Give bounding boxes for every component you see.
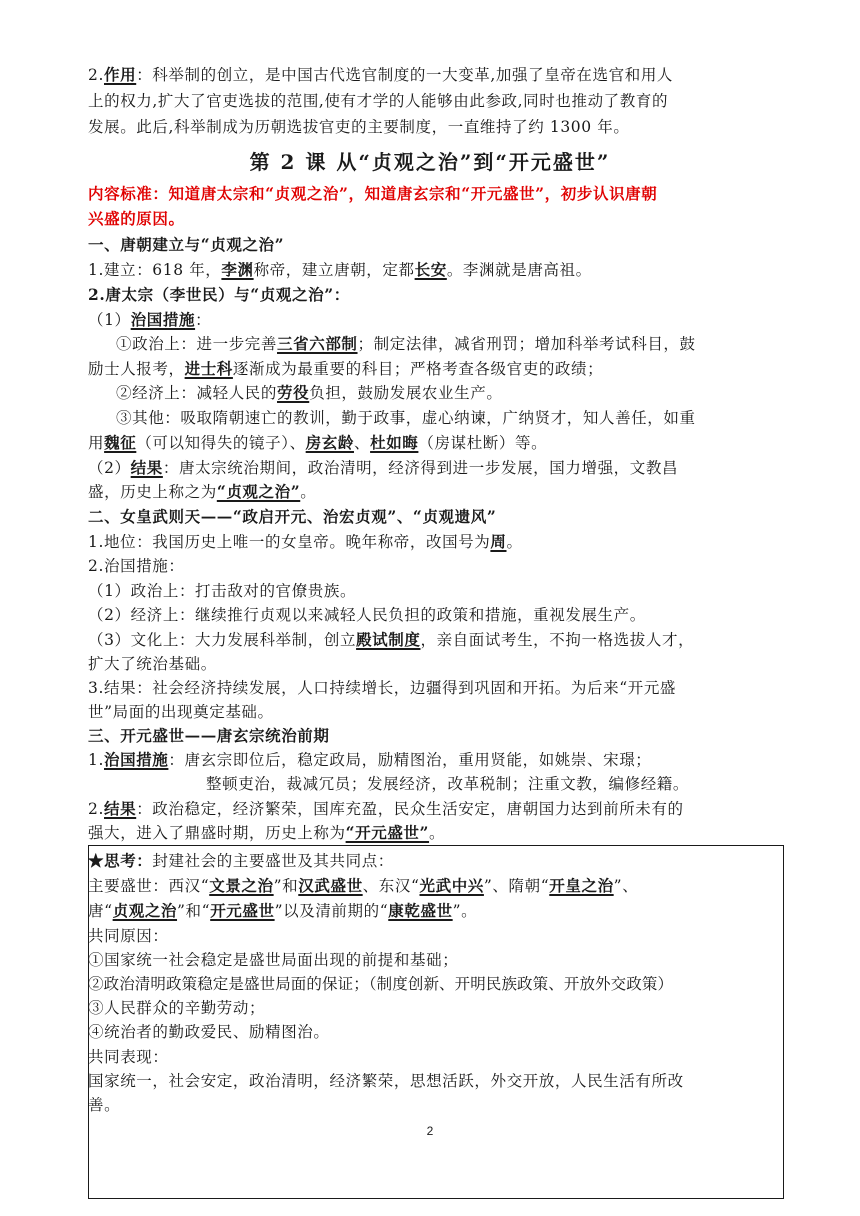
underlined-term: 杜如晦	[370, 433, 419, 452]
text: ②经济上：减轻人民的	[116, 384, 278, 402]
paragraph-line: 共同原因：	[88, 927, 169, 945]
subheading: 2.唐太宗（李世民）与“贞观之治”：	[88, 285, 350, 304]
paragraph-line	[88, 381, 806, 405]
underlined-term: “贞观之治”	[216, 482, 301, 501]
paragraph-line	[88, 748, 778, 772]
paragraph-line: ①国家统一社会稳定是盛世局面出现的前提和基础；	[88, 951, 459, 969]
text: （2）	[88, 459, 131, 477]
text: 1.地位：我国历史上唯一的女皇帝。晚年称帝，改国号为	[88, 533, 491, 551]
underlined-term: 汉武盛世	[298, 876, 363, 895]
content-standard: 兴盛的原因。	[88, 209, 185, 228]
paragraph-line	[88, 63, 778, 87]
underlined-term: 康乾盛世	[388, 901, 453, 920]
text: 。李渊就是唐高祖。	[446, 261, 592, 279]
text: 唐“	[88, 902, 113, 920]
underlined-term: 结果	[104, 799, 137, 818]
paragraph-line: 国家统一，社会安定，政治清明，经济繁荣，思想活跃，外交开放，人民生活有所改	[88, 1072, 684, 1090]
text: ①政治上：进一步完善	[116, 335, 278, 353]
paragraph-line: （1）政治上：打击敌对的官僚贵族。	[88, 582, 357, 600]
content-standard: 内容标准：知道唐太宗和“贞观之治”，知道唐玄宗和“开元盛世”，初步认识唐朝	[88, 184, 658, 203]
think-title	[88, 849, 778, 873]
paragraph-line	[88, 628, 778, 652]
paragraph-line: （2）经济上：继续推行贞观以来减轻人民负担的政策和措施，重视发展生产。	[88, 606, 646, 624]
section-heading: 二、女皇武则天——“政启开元、治宏贞观”、“贞观遗风”	[88, 507, 497, 526]
text: ”和	[273, 877, 299, 895]
underlined-term: 贞观之治	[112, 901, 178, 920]
underlined-term: 房玄龄	[305, 433, 354, 452]
paragraph-line	[88, 456, 778, 480]
paragraph-line: 共同表现：	[88, 1048, 169, 1066]
paragraph-line	[88, 797, 778, 821]
text: 。	[300, 483, 317, 501]
paragraph-line	[88, 480, 778, 504]
paragraph-line	[88, 530, 778, 554]
paragraph-line: 世”局面的出现奠定基础。	[88, 703, 274, 721]
underlined-term: 结果	[130, 458, 163, 477]
text: 1.建立：618 年，	[88, 261, 222, 279]
text: （1）	[88, 311, 131, 329]
star-label: ★思考：	[88, 851, 153, 870]
underlined-term: 三省六部制	[277, 334, 358, 353]
underlined-term: 李渊	[221, 260, 254, 279]
underlined-term: 周	[490, 532, 507, 551]
text: ：	[195, 311, 212, 329]
text: 、	[353, 434, 371, 452]
text: 。	[506, 533, 523, 551]
text: ”、隋朝“	[483, 877, 550, 895]
underlined-term: 文景之治	[209, 876, 274, 895]
paragraph-line	[88, 821, 778, 845]
section-heading: 一、唐朝建立与“贞观之治”	[88, 235, 285, 254]
text: ：政治稳定，经济繁荣，国库充盈，民众生活安定，唐朝国力达到前所未有的	[136, 800, 684, 818]
text: ”和“	[177, 902, 211, 920]
text: 。	[429, 824, 446, 842]
underlined-term: 开元盛世	[210, 901, 275, 920]
text: 1.	[88, 751, 104, 769]
text: ：科举制的创立，是中国古代选官制度的一大变革,加强了皇帝在选官和用人	[136, 66, 674, 84]
paragraph-line: ②政治清明政策稳定是盛世局面的保证；（制度创新、开明民族政策、开放外交政策）	[88, 975, 674, 993]
text: 封建社会的主要盛世及其共同点：	[152, 852, 394, 870]
text: 主要盛世：西汉“	[88, 877, 210, 895]
paragraph-line: ④统治者的勤政爱民、励精图治。	[88, 1023, 330, 1041]
text: 负担，鼓励发展农业生产。	[309, 384, 503, 402]
paragraph-line	[88, 308, 778, 332]
text: ，亲自面试考生，不拘一格选拔人才，	[420, 631, 695, 649]
paragraph-line: 发展。此后,科举制成为历朝选拔官吏的主要制度，一直维持了约 1300 年。	[88, 118, 630, 136]
text: 励士人报考，	[88, 360, 185, 378]
item-number: 2.	[88, 66, 104, 84]
paragraph-line	[88, 899, 778, 923]
paragraph-line: 善。	[88, 1096, 121, 1114]
text: ”以及清前期的“	[274, 902, 389, 920]
underlined-term: “开元盛世”	[345, 823, 430, 842]
paragraph-line: ③人民群众的辛勤劳动；	[88, 999, 266, 1017]
underlined-term: 殿试制度	[356, 630, 421, 649]
underlined-term: 长安	[414, 260, 447, 279]
paragraph-line	[88, 332, 806, 356]
underlined-term: 开皇之治	[549, 876, 614, 895]
text: 强大，进入了鼎盛时期，历史上称为	[88, 824, 346, 842]
text: ；制定法律，减省刑罚；增加科举考试科目，鼓	[357, 335, 696, 353]
text: 逐渐成为最重要的科目；严格考查各级官吏的政绩；	[232, 360, 604, 378]
paragraph-line: 2.治国措施：	[88, 557, 185, 575]
paragraph-line	[88, 431, 778, 455]
text: 、东汉“	[362, 877, 420, 895]
text: ：唐太宗统治期间，政治清明，经济得到进一步发展，国力增强，文教昌	[162, 459, 679, 477]
underlined-term: 作用	[104, 65, 137, 84]
paragraph-line: ③其他：吸取隋朝速亡的教训，勤于政事，虚心纳谏，广纳贤才，知人善任，如重	[116, 409, 696, 427]
underlined-term: 治国措施	[104, 750, 169, 769]
text: ”、	[613, 877, 639, 895]
underlined-term: 光武中兴	[419, 876, 484, 895]
underlined-term: 劳役	[277, 383, 310, 402]
underlined-term: 进士科	[184, 359, 233, 378]
paragraph-line: 整顿吏治，裁减冗员；发展经济，改革税制；注重文教，编修经籍。	[206, 775, 690, 793]
text: 用	[88, 434, 105, 452]
paragraph-line: 3.结果：社会经济持续发展，人口持续增长，边疆得到巩固和开拓。为后来“开元盛	[88, 679, 677, 697]
section-heading: 三、开元盛世——唐玄宗统治前期	[88, 726, 330, 745]
text: ”。	[452, 902, 478, 920]
lesson-title: 第 2 课 从“贞观之治”到“开元盛世”	[249, 150, 611, 174]
paragraph-line: 扩大了统治基础。	[88, 655, 217, 673]
page-number: 2	[426, 1124, 434, 1138]
paragraph-line	[88, 258, 778, 282]
text: 称帝，建立唐朝，定都	[253, 261, 415, 279]
text: （房谋杜断）等。	[418, 434, 548, 452]
paragraph-line	[88, 874, 778, 898]
text: （3）文化上：大力发展科举制，创立	[88, 631, 357, 649]
underlined-term: 魏征	[104, 433, 137, 452]
text: （可以知得失的镜子）、	[136, 434, 306, 452]
paragraph-line: 上的权力,扩大了官吏选拔的范围,使有才学的人能够由此参政,同时也推动了教育的	[88, 92, 669, 110]
paragraph-line	[88, 357, 778, 381]
text: 盛，历史上称之为	[88, 483, 217, 501]
text: ：唐玄宗即位后，稳定政局，励精图治，重用贤能，如姚崇、宋璟；	[168, 751, 652, 769]
underlined-term: 治国措施	[130, 310, 196, 329]
text: 2.	[88, 800, 104, 818]
